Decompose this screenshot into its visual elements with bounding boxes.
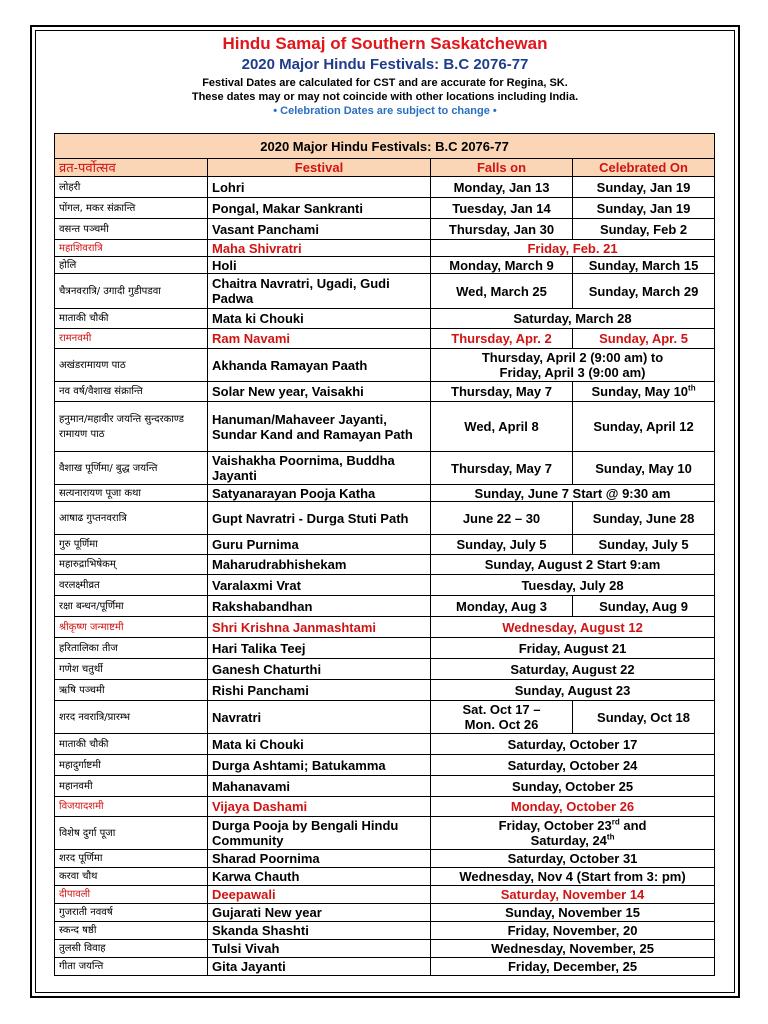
festival-date: Sunday, August 2 Start 9:am	[431, 555, 715, 575]
falls-on-date	[431, 701, 573, 734]
festival-date: Saturday, October 17	[431, 734, 715, 755]
hindi-name: माताकी चौकी	[55, 309, 208, 329]
falls-line-1: Sat. Oct 17 –	[462, 702, 541, 717]
falls-on-date: Thursday, Apr. 2	[431, 329, 573, 349]
table-row	[55, 850, 715, 868]
festival-name: Navratri	[208, 701, 431, 734]
table-row	[55, 502, 715, 535]
table-row	[55, 349, 715, 382]
ordinal-suffix: th	[688, 383, 696, 393]
festival-name: Maha Shivratri	[208, 240, 431, 257]
festival-name: Mata ki Chouki	[208, 309, 431, 329]
falls-on-date: Monday, Aug 3	[431, 596, 573, 617]
hindi-name: सत्यनारायण पूजा कथा	[55, 485, 208, 502]
festival-date: Sunday, June 7 Start @ 9:30 am	[431, 485, 715, 502]
table-row	[55, 638, 715, 659]
hindi-name: हनुमान/महावीर जयन्ति सुन्दरकाण्ड रामायण पाठ	[55, 402, 208, 452]
hindi-name: महानवमी	[55, 776, 208, 797]
falls-on-date: Monday, Jan 13	[431, 177, 573, 198]
falls-line-2: Mon. Oct 26	[464, 717, 539, 732]
table-row	[55, 734, 715, 755]
table-row	[55, 198, 715, 219]
festival-name: Solar New year, Vaisakhi	[208, 382, 431, 402]
festival-table	[54, 133, 715, 976]
hindi-name: पोंगल, मकर संक्रान्ति	[55, 198, 208, 219]
celebrated-on-date: Sunday, Oct 18	[573, 701, 715, 734]
hindi-name: शरद नवरात्रि/प्रारम्भ	[55, 701, 208, 734]
celebrated-on-date: Sunday, Jan 19	[573, 177, 715, 198]
hindi-name: गुरु पूर्णिमा	[55, 535, 208, 555]
festival-date: Sunday, October 25	[431, 776, 715, 797]
festival-name: Hari Talika Teej	[208, 638, 431, 659]
festival-date: Saturday, November 14	[431, 886, 715, 904]
festival-date: Saturday, October 31	[431, 850, 715, 868]
table-row	[55, 617, 715, 638]
date-line-2a: Saturday, 24	[530, 833, 607, 848]
festival-name: Pongal, Makar Sankranti	[208, 198, 431, 219]
festival-date: Tuesday, July 28	[431, 575, 715, 596]
festival-date: Monday, October 26	[431, 797, 715, 817]
festival-name: Maharudrabhishekam	[208, 555, 431, 575]
festival-name: Karwa Chauth	[208, 868, 431, 886]
document-subtitle: 2020 Major Hindu Festivals: B.C 2076-77	[241, 56, 529, 73]
hindi-name: तुलसी विवाह	[55, 940, 208, 958]
festival-name: Mahanavami	[208, 776, 431, 797]
festival-date: Friday, Feb. 21	[431, 240, 715, 257]
table-row	[55, 452, 715, 485]
celebrated-on-date: Sunday, Feb 2	[573, 219, 715, 240]
festival-name: Holi	[208, 257, 431, 274]
festival-name: Sharad Poornima	[208, 850, 431, 868]
table-row	[55, 240, 715, 257]
hindi-name: वरलक्ष्मीव्रत	[55, 575, 208, 596]
accuracy-note: Festival Dates are calculated for CST and are accurate for Regina, SK.	[202, 77, 568, 89]
festival-date: Saturday, March 28	[431, 309, 715, 329]
festival-name: Gupt Navratri - Durga Stuti Path	[208, 502, 431, 535]
celebrated-on-date	[573, 382, 715, 402]
festival-name: Skanda Shashti	[208, 922, 431, 940]
festival-name: Chaitra Navratri, Ugadi, Gudi Padwa	[208, 274, 431, 309]
table-row	[55, 680, 715, 701]
falls-on-date: Wed, March 25	[431, 274, 573, 309]
hindi-name: विजयादशमी	[55, 797, 208, 817]
festival-name: Mata ki Chouki	[208, 734, 431, 755]
table-row	[55, 701, 715, 734]
hindi-name: गीता जयन्ति	[55, 958, 208, 976]
table-row	[55, 886, 715, 904]
table-row	[55, 329, 715, 349]
festival-date: Wednesday, August 12	[431, 617, 715, 638]
festival-name: Varalaxmi Vrat	[208, 575, 431, 596]
table-caption: 2020 Major Hindu Festivals: B.C 2076-77	[55, 134, 715, 159]
festival-date: Wednesday, November, 25	[431, 940, 715, 958]
table-row	[55, 382, 715, 402]
hindi-name: विशेष दुर्गा पूजा	[55, 817, 208, 850]
celebrated-on-date: Sunday, June 28	[573, 502, 715, 535]
table-row	[55, 485, 715, 502]
table-row	[55, 575, 715, 596]
hindi-name: अखंडरामायण पाठ	[55, 349, 208, 382]
date-line-1a: Friday, October 23	[498, 818, 612, 833]
date-line-2: Friday, April 3 (9:00 am)	[499, 365, 646, 380]
table-row	[55, 755, 715, 776]
table-row	[55, 402, 715, 452]
hindi-name: करवा चौथ	[55, 868, 208, 886]
festival-date	[431, 349, 715, 382]
celebrated-on-date: Sunday, Jan 19	[573, 198, 715, 219]
hindi-name: रक्षा बन्धन/पूर्णिमा	[55, 596, 208, 617]
festival-name: Gujarati New year	[208, 904, 431, 922]
falls-on-date: June 22 – 30	[431, 502, 573, 535]
falls-on-date: Thursday, May 7	[431, 452, 573, 485]
festival-date	[431, 817, 715, 850]
celebrated-on-date: Sunday, March 29	[573, 274, 715, 309]
hindi-name: महाशिवरात्रि	[55, 240, 208, 257]
org-title: Hindu Samaj of Southern Saskatchewan	[222, 34, 548, 53]
table-row	[55, 940, 715, 958]
table-row	[55, 817, 715, 850]
festival-name: Vijaya Dashami	[208, 797, 431, 817]
table-row	[55, 555, 715, 575]
hindi-name: महारुद्राभिषेकम्	[55, 555, 208, 575]
falls-on-date: Tuesday, Jan 14	[431, 198, 573, 219]
festival-name: Hanuman/Mahaveer Jayanti, Sundar Kand and Ramayan Path	[208, 402, 431, 452]
festival-date: Wednesday, Nov 4 (Start from 3: pm)	[431, 868, 715, 886]
hindi-name: होलि	[55, 257, 208, 274]
table-row	[55, 868, 715, 886]
document-header	[35, 33, 735, 119]
festival-name: Ram Navami	[208, 329, 431, 349]
celebrated-date-text: Sunday, May 10	[591, 384, 689, 399]
hindi-name: नव वर्ष/वैशाख संक्रान्ति	[55, 382, 208, 402]
festival-name: Shri Krishna Janmashtami	[208, 617, 431, 638]
hindi-name: वसन्त पञ्चमी	[55, 219, 208, 240]
table-row	[55, 535, 715, 555]
falls-on-date: Thursday, Jan 30	[431, 219, 573, 240]
hindi-name: माताकी चौकी	[55, 734, 208, 755]
date-line-1: Thursday, April 2 (9:00 am) to	[481, 350, 664, 365]
falls-on-date: Sunday, July 5	[431, 535, 573, 555]
hindi-name: महादुर्गाष्टमी	[55, 755, 208, 776]
hindi-name: स्कन्द षष्ठी	[55, 922, 208, 940]
festival-name: Durga Ashtami; Batukamma	[208, 755, 431, 776]
celebrated-on-date: Sunday, July 5	[573, 535, 715, 555]
hindi-name: दीपावली	[55, 886, 208, 904]
table-row	[55, 904, 715, 922]
hindi-name: गणेश चतुर्थी	[55, 659, 208, 680]
hindi-name: लोहरी	[55, 177, 208, 198]
column-header-falls-on: Falls on	[431, 159, 573, 177]
hindi-name: गुजराती नववर्ष	[55, 904, 208, 922]
festival-date: Friday, December, 25	[431, 958, 715, 976]
ordinal-suffix: rd	[611, 817, 620, 827]
hindi-name: ऋषि पञ्चमी	[55, 680, 208, 701]
celebrated-on-date: Sunday, May 10	[573, 452, 715, 485]
falls-on-date: Thursday, May 7	[431, 382, 573, 402]
celebrated-on-date: Sunday, March 15	[573, 257, 715, 274]
hindi-name: हरितालिका तीज	[55, 638, 208, 659]
hindi-name: वैशाख पूर्णिमा/ बुद्ध जयन्ति	[55, 452, 208, 485]
festival-name: Deepawali	[208, 886, 431, 904]
table-row	[55, 257, 715, 274]
festival-name: Tulsi Vivah	[208, 940, 431, 958]
table-row	[55, 219, 715, 240]
change-notice: • Celebration Dates are subject to change •	[273, 105, 497, 117]
hindi-name: शरद पूर्णिमा	[55, 850, 208, 868]
festival-name: Lohri	[208, 177, 431, 198]
festival-name: Rakshabandhan	[208, 596, 431, 617]
festival-date: Friday, November, 20	[431, 922, 715, 940]
celebrated-on-date: Sunday, April 12	[573, 402, 715, 452]
festival-date: Sunday, August 23	[431, 680, 715, 701]
festival-name: Durga Pooja by Bengali Hindu Community	[208, 817, 431, 850]
table-row	[55, 596, 715, 617]
festival-date: Sunday, November 15	[431, 904, 715, 922]
location-note: These dates may or may not coincide with other locations including India.	[191, 91, 579, 103]
festival-name: Akhanda Ramayan Paath	[208, 349, 431, 382]
table-row	[55, 659, 715, 680]
hindi-name: चैत्रनवरात्रि/ उगादी गुडीपडवा	[55, 274, 208, 309]
column-header-festival: Festival	[208, 159, 431, 177]
hindi-name: श्रीकृष्ण जन्माष्टमी	[55, 617, 208, 638]
festival-name: Vaishakha Poornima, Buddha Jayanti	[208, 452, 431, 485]
table-row	[55, 776, 715, 797]
table-row	[55, 177, 715, 198]
date-line-1b: and	[619, 818, 647, 833]
column-header-hindi: व्रत-पर्वोत्सव	[55, 159, 208, 177]
festival-name: Rishi Panchami	[208, 680, 431, 701]
celebrated-on-date: Sunday, Aug 9	[573, 596, 715, 617]
table-row	[55, 958, 715, 976]
festival-name: Ganesh Chaturthi	[208, 659, 431, 680]
column-header-celebrated-on: Celebrated On	[573, 159, 715, 177]
festival-name: Satyanarayan Pooja Katha	[208, 485, 431, 502]
festival-name: Vasant Panchami	[208, 219, 431, 240]
festival-date: Saturday, August 22	[431, 659, 715, 680]
festival-date: Friday, August 21	[431, 638, 715, 659]
festival-name: Guru Purnima	[208, 535, 431, 555]
hindi-name: आषाढ गुप्तनवरात्रि	[55, 502, 208, 535]
table-row	[55, 922, 715, 940]
falls-on-date: Monday, March 9	[431, 257, 573, 274]
festival-date: Saturday, October 24	[431, 755, 715, 776]
table-row	[55, 797, 715, 817]
celebrated-on-date: Sunday, Apr. 5	[573, 329, 715, 349]
table-row	[55, 309, 715, 329]
falls-on-date: Wed, April 8	[431, 402, 573, 452]
hindi-name: रामनवमी	[55, 329, 208, 349]
table-row	[55, 274, 715, 309]
ordinal-suffix: th	[606, 832, 615, 842]
festival-name: Gita Jayanti	[208, 958, 431, 976]
